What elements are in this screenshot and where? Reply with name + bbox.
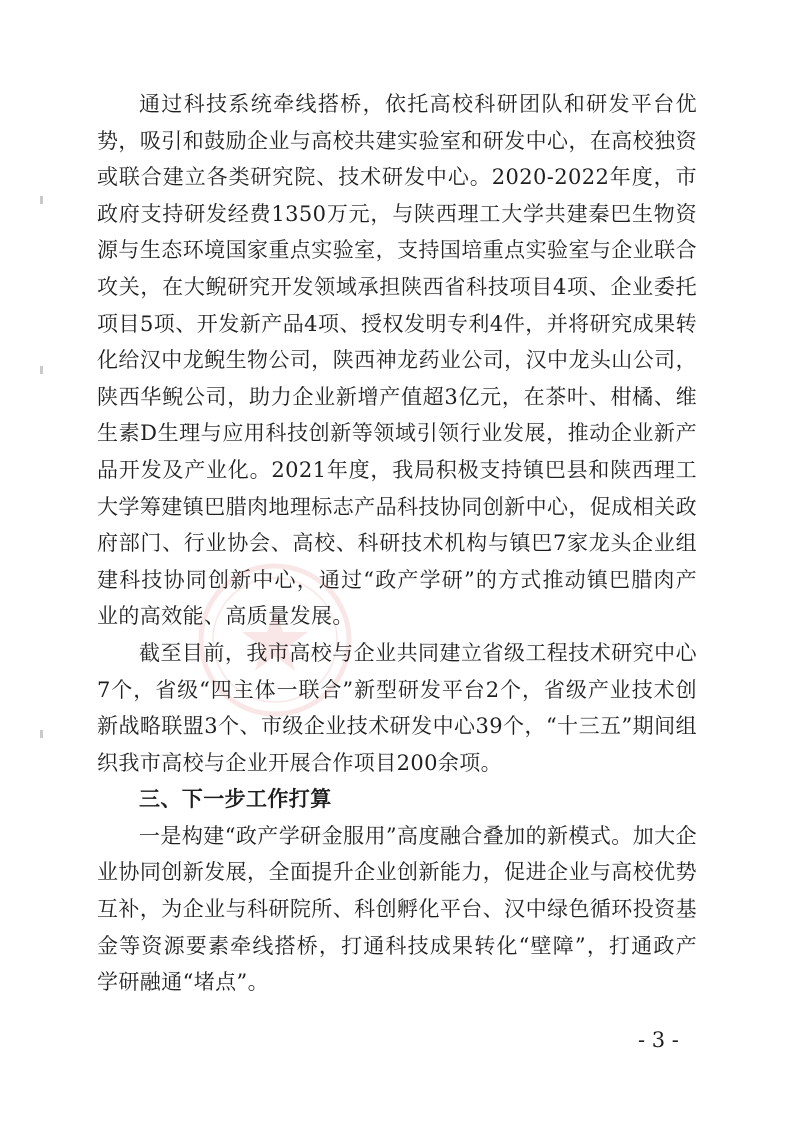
scan-edge-mark <box>40 196 43 204</box>
section-heading: 三、下一步工作打算 <box>139 787 332 812</box>
body-paragraph: 通过科技系统牵线搭桥，依托高校科研团队和研发平台优势，吸引和鼓励企业与高校共建实验室和研发中心，在高校独资或联合建立各类研究院、技术研发中心。2020-2022年度，市政府支持研发经费1350万元，与陕西理工大学共建秦巴生物资源与生态环境国家重点实验室，支持国培重点实验室与企业联合攻关，在大鲵研究开发领域承担陕西省科技项目4项、企业委托项目5项、开发新产品4项、授权发明专利4件，并将研究成果转化给汉中龙鲵生物公司，陕西神龙药业公司，汉中龙头山公司，陕西华鲵公司，助力企业新增产值超3亿元，在茶叶、柑橘、维生素D生理与应用科技创新等领域引领行业发展，推动企业新产品开发及产业化。2021年度，我局积极支持镇巴县和陕西理工大学筹建镇巴腊肉地理标志产品科技协同创新中心，促成相关政府部门、行业协会、高校、科研技术机构与镇巴7家龙头企业组建科技协同创新中心，通过“政产学研”的方式推动镇巴腊肉产业的高效能、高质量发展。 <box>97 92 697 629</box>
body-paragraph: 一是构建“政产学研金服用”高度融合叠加的新模式。加大企业协同创新发展，全面提升企业创新能力，促进企业与高校优势互补，为企业与科研院所、科创孵化平台、汉中绿色循环投资基金等资源要素牵线搭桥，打通科技成果转化“壁障”，打通政产学研融通“堵点”。 <box>97 823 697 995</box>
body-paragraph: 截至目前，我市高校与企业共同建立省级工程技术研究中心7个，省级“四主体一联合”新型研发平台2个，省级产业技术创新战略联盟3个、市级企业技术研发中心39个，“十三五”期间组织我市高校与企业开展合作项目200余项。 <box>97 640 697 775</box>
scan-edge-mark <box>40 366 43 374</box>
scan-edge-mark <box>40 730 43 738</box>
page-number: - 3 - <box>638 1028 679 1052</box>
document-body <box>97 86 697 1001</box>
